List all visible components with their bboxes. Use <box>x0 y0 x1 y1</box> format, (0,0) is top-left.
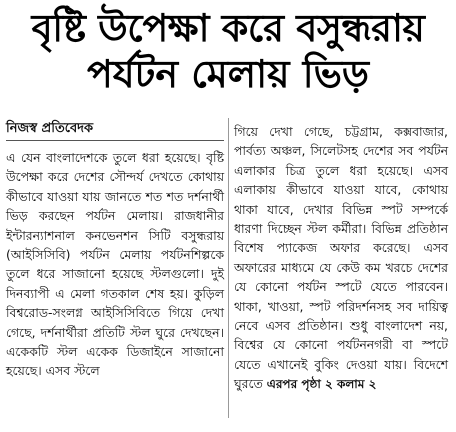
byline-rule <box>6 140 224 141</box>
byline: নিজস্ব প্রতিবেদক <box>6 121 94 136</box>
left-column-text: এ যেন বাংলাদেশকে তুলে ধরা হয়েছে। বৃষ্টি উপেক্ষা করে দেশের সৌন্দর্য দেখতে কোথায় কীভাবে যাওয়া যায় জানতে শত শত দর্শনার্থী ভিড় করছেন পর্যটন মেলায়। রাজধানীর ইন্টারন্যাশনাল কনভেনশন সিটি বসুন্ধরায় (আইসিসিবি) পর্যটন মেলায় পর্যটনশিল্পকে তুলে ধরে সাজানো হয়েছে স্টলগুলো। দুই দিনব্যাপী এ মেলা গতকাল শেষ হয়। কুড়িল বিশ্বরোড-সংলগ্ন আইসিসিবিতে গিয়ে দেখা গেছে, দর্শনার্থীরা প্রতিটি স্টল ঘুরে দেখছেন। একেকটি স্টল একেক ডিজাইনে সাজানো হয়েছে। এসব স্টলে <box>6 150 224 379</box>
continuation-note: এরপর পৃষ্ঠা ২ কলাম ২ <box>266 377 377 392</box>
left-column <box>6 148 224 381</box>
headline-line-1: বৃষ্টি উপেক্ষা করে বসুন্ধরায় <box>31 6 425 50</box>
article-headline <box>0 6 456 96</box>
right-column <box>234 122 448 395</box>
column-divider <box>228 118 229 418</box>
headline-line-2: পর্যটন মেলায় ভিড় <box>86 52 370 96</box>
right-column-text <box>234 122 448 395</box>
right-column-body: গিয়ে দেখা গেছে, চট্টগ্রাম, কক্সবাজার, পার্বত্য অঞ্চল, সিলেটসহ দেশের সব পর্যটন এলাকার চিত্র তুলে ধরা হয়েছে। এসব এলাকায় কীভাবে যাওয়া যাবে, কোথায় থাকা যাবে, দেখার বিভিন্ন স্পট সম্পর্কে ধারণা দিচ্ছেন স্টল কর্মীরা। বিভিন্ন প্রতিষ্ঠান বিশেষ প্যাকেজ অফার করেছে। এসব অফারের মাধ্যমে যে কেউ কম খরচে দেশের যে কোনো পর্যটন স্পটে যেতে পারবেন। থাকা, খাওয়া, স্পট পরিদর্শনসহ সব দায়িত্ব নেবে এসব প্রতিষ্ঠান। শুধু বাংলাদেশ নয়, বিশ্বের যে কোনো পর্যটননগরী বা স্পটে যেতে এখানেই বুকিং দেওয়া যায়। বিদেশে ঘুরতে <box>234 124 448 392</box>
